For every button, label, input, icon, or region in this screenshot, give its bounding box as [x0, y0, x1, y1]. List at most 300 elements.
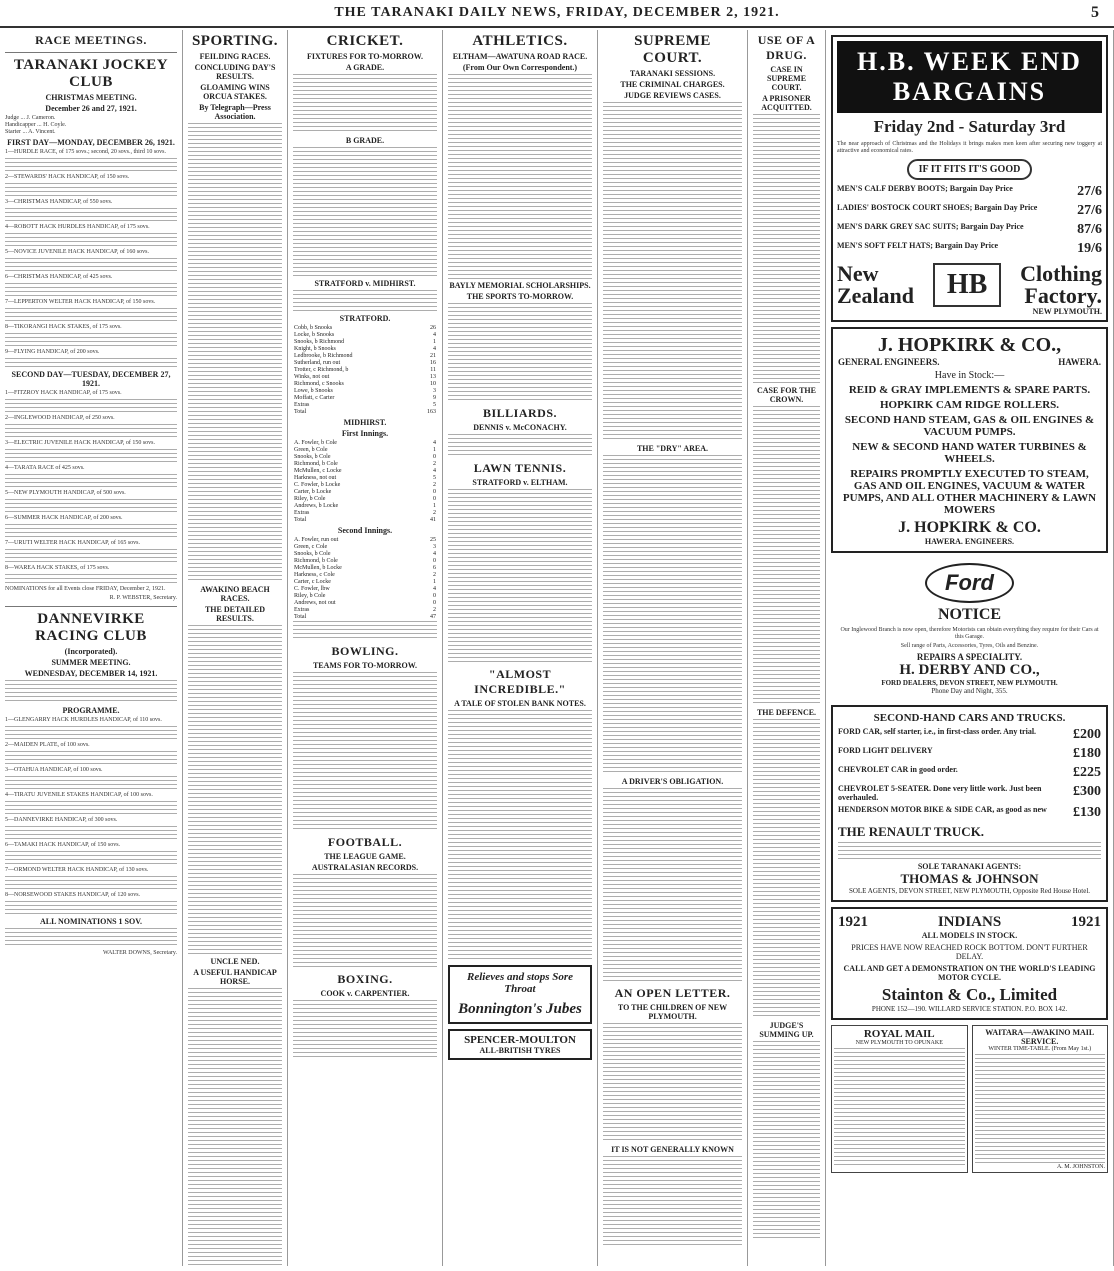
sporting-heading: SPORTING. — [191, 33, 279, 49]
car-price: £225 — [1073, 765, 1101, 780]
stratford-v-midhirst: STRATFORD v. MIDHIRST. — [314, 279, 416, 288]
stainton-title: Stainton & Co., Limited — [881, 985, 1058, 1004]
nominations-fee: ALL NOMINATIONS 1 SOV. — [40, 917, 142, 926]
taranaki-jockey-club-title: TARANAKI JOCKEY CLUB — [13, 57, 169, 90]
price-row — [837, 184, 1102, 200]
price-list — [837, 184, 1102, 257]
score-row — [293, 367, 437, 374]
useful-handicap-horse: A USEFUL HANDICAP HORSE. — [193, 968, 277, 986]
zealand-word: Zealand — [837, 283, 915, 308]
runs: 5 — [433, 475, 436, 481]
race-item: 2—MAIDEN PLATE, of 100 sovs. — [5, 742, 90, 748]
runs: 13 — [430, 374, 436, 380]
price-row — [837, 203, 1102, 219]
score-row — [293, 454, 437, 461]
batsman: Extras — [294, 510, 310, 516]
score-row — [293, 447, 437, 454]
runs: 2 — [433, 482, 436, 488]
runs: 4 — [433, 468, 436, 474]
hb-bargains-ad — [831, 35, 1108, 322]
detailed-results: THE DETAILED RESULTS. — [204, 605, 266, 623]
stock-item: HOPKIRK CAM RIDGE ROLLERS. — [879, 399, 1060, 411]
batsman: McMullen, c Locke — [294, 468, 342, 474]
car-row — [838, 784, 1101, 802]
stock-item: REPAIRS PROMPTLY EXECUTED TO STEAM, GAS AND OIL ENGINES, VACUUM & WATER PUMPS, AND ALL OTHER MACHINERY & LAWN MOWERS — [842, 468, 1097, 516]
race-item: 3—ELECTRIC JUVENILE HACK HANDICAP, of 150 sovs. — [5, 440, 155, 446]
race-item: 1—GLENGARRY HACK HURDLES HANDICAP, of 110 sovs. — [5, 717, 162, 723]
indians-title: INDIANS — [937, 914, 1002, 930]
all-models: ALL MODELS IN STOCK. — [921, 931, 1018, 940]
runs: 0 — [433, 454, 436, 460]
runs: 6 — [433, 565, 436, 571]
sports-tomorrow: THE SPORTS TO-MORROW. — [466, 292, 574, 301]
score-row — [293, 468, 437, 475]
hopkirk-footer: J. HOPKIRK & CO. — [898, 519, 1041, 536]
score-row — [293, 537, 437, 544]
stratford-heading: STRATFORD. — [339, 314, 391, 323]
batsman: Harkness, c Cole — [294, 572, 335, 578]
runs: 2 — [433, 572, 436, 578]
children-new-plymouth: TO THE CHILDREN OF NEW PLYMOUTH. — [617, 1003, 728, 1021]
boxing-heading: BOXING. — [337, 972, 393, 986]
batsman: Green, b Cole — [294, 447, 328, 453]
league-game: THE LEAGUE GAME. — [324, 852, 406, 861]
official-starter: Starter ... A. Vincent. — [5, 129, 56, 135]
runs: 0 — [433, 489, 436, 495]
incorporated-label: (Incorporated). — [64, 647, 118, 656]
batsman: Lowe, b Snooks — [294, 388, 333, 394]
car-row — [838, 805, 1101, 821]
renault-truck: THE RENAULT TRUCK. — [838, 824, 985, 839]
drivers-obligation: A DRIVER'S OBLIGATION. — [621, 777, 724, 786]
stock-item: NEW & SECOND HAND WATER TURBINES & WHEELS. — [852, 441, 1087, 465]
price-value: 27/6 — [1077, 203, 1102, 218]
dennis-v-mcconachy: DENNIS v. McCONACHY. — [473, 423, 567, 432]
batsman: Richmond, c Snooks — [294, 381, 344, 387]
programme-heading: PROGRAMME. — [62, 706, 120, 715]
ford-derby-ad — [831, 558, 1108, 700]
price-value: 19/6 — [1077, 241, 1102, 256]
car-row — [838, 727, 1101, 743]
race-meetings-heading: RACE MEETINGS. — [35, 33, 147, 47]
secretary-signature: R. P. WEBSTER, Secretary. — [109, 595, 177, 601]
royal-mail-route: NEW PLYMOUTH TO OPUNAKE — [855, 1040, 943, 1046]
car-row — [838, 765, 1101, 781]
awakino-beach-races: AWAKINO BEACH RACES. — [200, 585, 270, 603]
sell-range: Sell range of Parts, Accessories, Tyres, Oils and Benzine. — [900, 643, 1039, 649]
batsman: Snooks, b Cole — [294, 551, 331, 557]
race-item: 7—ORMOND WELTER HACK HANDICAP, of 130 sovs. — [5, 867, 149, 873]
batsman: Cobb, b Snooks — [294, 325, 333, 331]
second-day-races — [5, 390, 177, 584]
hb-bargains-banner: H.B. WEEK END BARGAINS — [837, 41, 1102, 113]
stolen-bank-notes: A TALE OF STOLEN BANK NOTES. — [454, 699, 586, 708]
score-row — [293, 381, 437, 388]
score-row — [293, 579, 437, 586]
spencer-moulton: SPENCER-MOULTON — [464, 1034, 576, 1046]
masthead-title: THE TARANAKI DAILY NEWS, FRIDAY, DECEMBER 2, 1921. — [334, 5, 780, 20]
price-item: LADIES' BOSTOCK COURT SHOES; Bargain Day Price — [837, 203, 1038, 212]
case-for-crown: CASE FOR THE CROWN. — [757, 386, 816, 404]
batsman: A. Fowler, b Cole — [294, 440, 337, 446]
batsman: Harkness, not out — [294, 475, 337, 481]
hawera-engineers: HAWERA. ENGINEERS. — [924, 537, 1015, 546]
official-judge: Judge ... J. Cameron. — [5, 115, 56, 121]
car-item: HENDERSON MOTOR BIKE & SIDE CAR, as good as new — [838, 805, 1047, 814]
runs: 2 — [433, 607, 436, 613]
fits-logo: IF IT FITS IT'S GOOD — [907, 159, 1033, 180]
meeting-date: WEDNESDAY, DECEMBER 14, 1921. — [24, 669, 158, 678]
concluding-results: CONCLUDING DAY'S RESULTS. — [194, 63, 276, 81]
judge-reviews-cases: JUDGE REVIEWS CASES. — [624, 91, 721, 100]
waitara-subtitle: WINTER TIME-TABLE. (From May 1st.) — [988, 1046, 1092, 1052]
car-item: CHEVROLET CAR in good order. — [838, 765, 958, 774]
runs: 0 — [433, 600, 436, 606]
runs: 1 — [433, 339, 436, 345]
score-row — [293, 461, 437, 468]
runs: 2 — [433, 461, 436, 467]
royal-mail-timetable — [831, 1025, 968, 1173]
bayly-scholarships: BAYLY MEMORIAL SCHOLARSHIPS. — [449, 281, 591, 290]
cook-v-carpentier: COOK v. CARPENTIER. — [320, 989, 410, 998]
midhirst-second-scorecard — [293, 537, 437, 621]
runs: 0 — [433, 593, 436, 599]
car-price: £180 — [1073, 746, 1101, 761]
case-supreme-court: CASE IN SUPREME COURT. — [766, 65, 807, 92]
runs: 5 — [433, 402, 436, 408]
batsman: Carter, b Locke — [294, 489, 332, 495]
notice-heading: NOTICE — [937, 606, 1002, 623]
race-item: 2—STEWARDS' HACK HANDICAP, of 150 sovs. — [5, 174, 130, 180]
score-row — [293, 440, 437, 447]
first-day-heading: FIRST DAY—MONDAY, DECEMBER 26, 1921. — [7, 138, 175, 147]
batsman: Richmond, b Cole — [294, 558, 338, 564]
car-price: £130 — [1073, 805, 1101, 820]
derby-address: FORD DEALERS, DEVON STREET, NEW PLYMOUTH. — [881, 679, 1058, 687]
runs: 4 — [433, 586, 436, 592]
batsman: Richmond, b Cole — [294, 461, 338, 467]
batsman: Riley, b Cole — [294, 496, 326, 502]
waitara-title: WAITARA—AWAKINO MAIL SERVICE. — [985, 1028, 1095, 1046]
page-number: 5 — [1091, 4, 1100, 21]
score-row — [293, 346, 437, 353]
price-row — [837, 241, 1102, 257]
race-item: 7—LEPPERTON WELTER HACK HANDICAP, of 150 sovs. — [5, 299, 156, 305]
stainton-contact: PHONE 152—190. WILLARD SERVICE STATION. P.O. BOX 142. — [871, 1005, 1068, 1013]
race-item: 1—FITZROY HACK HANDICAP, of 175 sovs. — [5, 390, 122, 396]
second-hand-cars-ad — [831, 705, 1108, 902]
score-row — [293, 496, 437, 503]
royal-mail-title: ROYAL MAIL — [863, 1028, 935, 1040]
bonningtons-jubes: Bonnington's Jubes — [458, 1001, 582, 1017]
press-association: By Telegraph—Press Association. — [199, 103, 271, 121]
first-innings: First Innings. — [341, 429, 389, 438]
race-item: 8—NORSEWOOD STAKES HANDICAP, of 120 sovs. — [5, 892, 141, 898]
new-word: New — [837, 261, 879, 286]
runs: 16 — [430, 360, 436, 366]
car-item: FORD LIGHT DELIVERY — [838, 746, 933, 755]
hopkirk-ad — [831, 327, 1108, 553]
price-item: MEN'S DARK GREY SAC SUITS; Bargain Day Price — [837, 222, 1024, 231]
johnston-signature: A. M. JOHNSTON. — [1056, 1164, 1105, 1170]
score-row — [293, 586, 437, 593]
runs: 1 — [433, 503, 436, 509]
batsman: Snooks, b Richmond — [294, 339, 345, 345]
lawn-tennis-heading: LAWN TENNIS. — [473, 461, 567, 475]
factory-word: Factory. — [1024, 283, 1102, 308]
thomas-johnson: THOMAS & JOHNSON — [900, 871, 1039, 886]
column-supreme-court — [598, 30, 748, 1266]
dannevirke-races — [5, 717, 177, 915]
car-price: £300 — [1073, 784, 1101, 799]
repairs-speciality: REPAIRS A SPECIALITY. — [916, 652, 1023, 662]
sole-agents: SOLE TARANAKI AGENTS: — [917, 862, 1022, 871]
runs: 163 — [427, 409, 436, 415]
race-item: 4—TIRATU JUVENILE STAKES HANDICAP, of 100 sovs. — [5, 792, 153, 798]
score-row — [293, 614, 437, 621]
car-row — [838, 746, 1101, 762]
taranaki-sessions: TARANAKI SESSIONS. — [629, 69, 716, 78]
runs: 4 — [433, 332, 436, 338]
dry-area: THE "DRY" AREA. — [636, 444, 709, 453]
score-row — [293, 489, 437, 496]
hawera-label: HAWERA. — [1058, 357, 1101, 367]
column-drug-case — [748, 30, 826, 1266]
cars-heading: SECOND-HAND CARS AND TRUCKS. — [873, 712, 1066, 724]
supreme-court-heading: SUPREME COURT. — [634, 33, 711, 66]
runs: 1 — [433, 579, 436, 585]
score-row — [293, 360, 437, 367]
masthead — [0, 0, 1114, 28]
score-row — [293, 551, 437, 558]
prisoner-acquitted: A PRISONER ACQUITTED. — [761, 94, 812, 112]
year-right: 1921 — [1070, 914, 1101, 930]
mail-timetables — [831, 1025, 1108, 1173]
runs: 41 — [430, 517, 436, 523]
score-row — [293, 482, 437, 489]
officials — [5, 115, 177, 136]
race-item: 6—CHRISTMAS HANDICAP, of 425 sovs. — [5, 274, 113, 280]
hopkirk-title: J. HOPKIRK & CO., — [877, 334, 1062, 356]
nz-clothing-row — [837, 263, 1102, 307]
nominations-note: NOMINATIONS for all Events close FRIDAY, December 2, 1921. — [5, 586, 166, 592]
car-item: FORD CAR, self starter, i.e., in first-class order. Any trial. — [838, 727, 1037, 736]
open-letter-heading: AN OPEN LETTER. — [614, 986, 731, 1000]
column-athletics — [443, 30, 598, 1266]
score-row — [293, 572, 437, 579]
score-row — [293, 503, 437, 510]
the-defence: THE DEFENCE. — [756, 708, 817, 717]
bowling-heading: BOWLING. — [331, 644, 399, 658]
race-item: 4—ROBOTT HACK HURDLES HANDICAP, of 175 sovs. — [5, 224, 150, 230]
batsman: C. Fowler, lbw — [294, 586, 330, 592]
runs: 11 — [430, 367, 436, 373]
score-row — [293, 339, 437, 346]
gloaming-wins: GLOAMING WINS ORCUA STAKES. — [200, 83, 270, 101]
all-british-tyres: ALL-BRITISH TYRES — [479, 1046, 561, 1055]
runs: 3 — [433, 544, 436, 550]
prices-note: PRICES HAVE NOW REACHED ROCK BOTTOM. DON'T FURTHER DELAY. — [851, 943, 1088, 961]
spencer-moulton-ad — [448, 1029, 592, 1060]
runs: 4 — [433, 551, 436, 557]
first-day-races — [5, 149, 177, 368]
runs: 2 — [433, 510, 436, 516]
runs: 3 — [433, 388, 436, 394]
race-item: 7—URUTI WELTER HACK HANDICAP, of 165 sovs. — [5, 540, 141, 546]
race-item: 8—TIKORANGI HACK STAKES, of 175 sovs. — [5, 324, 122, 330]
batsman: Trotter, c Richmond, b — [294, 367, 349, 373]
fixtures-tomorrow: FIXTURES FOR TO-MORROW. — [306, 52, 424, 61]
price-value: 27/6 — [1077, 184, 1102, 199]
uncle-ned-heading: UNCLE NED. — [210, 957, 260, 966]
race-item: 5—NEW PLYMOUTH HANDICAP, of 500 sovs. — [5, 490, 126, 496]
stock-list — [838, 384, 1101, 516]
score-row — [293, 517, 437, 524]
race-item: 2—INGLEWOOD HANDICAP, of 250 sovs. — [5, 415, 115, 421]
derby-title: H. DERBY AND CO., — [899, 662, 1040, 678]
runs: 47 — [430, 614, 436, 620]
correspondent-note: (From Our Own Correspondent.) — [462, 63, 578, 72]
batsman: Total — [294, 409, 307, 415]
race-item: 3—CHRISTMAS HANDICAP, of 550 sovs. — [5, 199, 113, 205]
general-engineers: GENERAL ENGINEERS. — [838, 357, 940, 367]
runs: 1 — [433, 447, 436, 453]
judges-summing-up: JUDGE'S SUMMING UP. — [759, 1021, 814, 1039]
score-row — [293, 593, 437, 600]
car-price: £200 — [1073, 727, 1101, 742]
batsman: Green, c Cole — [294, 544, 328, 550]
eltham-road-race: ELTHAM—AWATUNA ROAD RACE. — [452, 52, 588, 61]
race-item: 3—OTAHUA HANDICAP, of 100 sovs. — [5, 767, 103, 773]
runs: 25 — [430, 537, 436, 543]
batsman: Sutherland, run out — [294, 360, 341, 366]
waitara-mail-timetable — [972, 1025, 1109, 1173]
score-row — [293, 353, 437, 360]
midhirst-heading: MIDHIRST. — [343, 418, 387, 427]
score-row — [293, 409, 437, 416]
almost-incredible-heading: "ALMOST INCREDIBLE." — [474, 667, 566, 696]
batsman: Snooks, b Cole — [294, 454, 331, 460]
secretary-signature-2: WALTER DOWNS, Secretary. — [102, 950, 177, 956]
cricket-heading: CRICKET. — [326, 33, 404, 49]
bargain-dates: Friday 2nd - Saturday 3rd — [873, 117, 1066, 136]
batsman: Moffatt, c Carter — [294, 395, 335, 401]
race-item: 9—FLYING HANDICAP, of 200 sovs. — [5, 349, 100, 355]
race-item: 6—TAMAKI HACK HANDICAP, of 150 sovs. — [5, 842, 121, 848]
score-row — [293, 388, 437, 395]
use-of-drug-heading: USE OF A DRUG. — [757, 33, 816, 62]
stratford-scorecard — [293, 325, 437, 416]
column-advertisements — [826, 30, 1114, 1266]
ford-logo: Ford — [925, 563, 1014, 603]
runs: 4 — [433, 440, 436, 446]
score-row — [293, 395, 437, 402]
column-cricket — [288, 30, 443, 1266]
column-sporting — [183, 30, 288, 1266]
a-grade: A GRADE. — [345, 63, 385, 72]
price-item: MEN'S SOFT FELT HATS; Bargain Day Price — [837, 241, 999, 250]
midhirst-first-scorecard — [293, 440, 437, 524]
runs: 4 — [433, 346, 436, 352]
car-item: CHEVROLET 5-SEATER. Done very little work. Just been overhauled. — [838, 784, 1042, 802]
batsman: Knight, b Snooks — [294, 346, 336, 352]
batsman: McMullen, b Locke — [294, 565, 342, 571]
batsman: A. Fowler, run out — [294, 537, 339, 543]
derby-phone: Phone Day and Night, 355. — [931, 687, 1008, 695]
batsman: Locke, b Snooks — [294, 332, 335, 338]
b-grade: B GRADE. — [345, 136, 385, 145]
score-row — [293, 565, 437, 572]
bargain-note: The near approach of Christmas and the Holidays it brings makes men keen after securing new toggery at attractive and economical rates. — [837, 141, 1102, 154]
batsman: Ledbrooke, b Richmond — [294, 353, 353, 359]
score-row — [293, 374, 437, 381]
race-item: 4—TARATA RACE of 425 sovs. — [5, 465, 85, 471]
runs: 10 — [430, 381, 436, 387]
score-row — [293, 402, 437, 409]
race-item: 6—SUMMER HACK HANDICAP, of 200 sovs. — [5, 515, 123, 521]
runs: 0 — [433, 496, 436, 502]
race-item: 5—NOVICE JUVENILE HACK HANDICAP, of 160 sovs. — [5, 249, 149, 255]
indians-ad — [831, 907, 1108, 1020]
race-item: 5—DANNEVIRKE HANDICAP, of 300 sovs. — [5, 817, 118, 823]
score-row — [293, 325, 437, 332]
score-row — [293, 558, 437, 565]
meeting-dates: December 26 and 27, 1921. — [45, 104, 137, 113]
column-race-meetings — [0, 30, 183, 1266]
notice-text: Our Inglewood Branch is now open, therefore Motorists can obtain everything they require for their Cars at this Garage. — [840, 627, 1099, 640]
batsman: Extras — [294, 402, 310, 408]
second-day-heading: SECOND DAY—TUESDAY, DECEMBER 27, 1921. — [11, 370, 171, 388]
hb-logo: HB — [933, 263, 1001, 307]
stock-item: SECOND HAND STEAM, GAS & OIL ENGINES & VACUUM PUMPS. — [844, 414, 1095, 438]
score-row — [293, 607, 437, 614]
score-row — [293, 600, 437, 607]
race-item: 8—WAREA HACK STAKES, of 175 sovs. — [5, 565, 110, 571]
christmas-meeting: CHRISTMAS MEETING. — [45, 93, 137, 102]
batsman: Total — [294, 517, 307, 523]
stock-item: REID & GRAY IMPLEMENTS & SPARE PARTS. — [848, 384, 1091, 396]
teams-tomorrow: TEAMS FOR TO-MORROW. — [312, 661, 418, 670]
batsman: Riley, b Cole — [294, 593, 326, 599]
batsman: Carter, c Locke — [294, 579, 331, 585]
stratford-v-eltham: STRATFORD v. ELTHAM. — [472, 478, 568, 487]
batsman: C. Fowler, b Locke — [294, 482, 341, 488]
australasian-records: AUSTRALASIAN RECORDS. — [311, 863, 419, 872]
price-value: 87/6 — [1077, 222, 1102, 237]
runs: 26 — [430, 325, 436, 331]
price-item: MEN'S CALF DERBY BOOTS; Bargain Day Price — [837, 184, 1013, 193]
relieves-sore-throat: Relieves and stops Sore Throat — [466, 971, 574, 995]
runs: 9 — [433, 395, 436, 401]
score-row — [293, 332, 437, 339]
athletics-heading: ATHLETICS. — [472, 33, 568, 49]
runs: 21 — [430, 353, 436, 359]
second-innings: Second Innings. — [337, 526, 393, 535]
have-in-stock: Have in Stock:— — [934, 370, 1005, 381]
batsman: Total — [294, 614, 307, 620]
score-row — [293, 510, 437, 517]
official-handicapper: Handicapper ... H. Coyle. — [5, 122, 67, 128]
year-left: 1921 — [838, 914, 868, 930]
thomas-address: SOLE AGENTS, DEVON STREET, NEW PLYMOUTH, Opposite Red House Hotel. — [848, 887, 1091, 895]
billiards-heading: BILLIARDS. — [482, 406, 558, 420]
batsman: Andrews, b Locke — [294, 503, 339, 509]
race-item: 1—HURDLE RACE, of 175 sovs.; second, 20 sovs., third 10 sovs. — [5, 149, 167, 155]
call-demonstration: CALL AND GET A DEMONSTRATION ON THE WORLD'S LEADING MOTOR CYCLE. — [843, 964, 1096, 982]
feilding-races: FEILDING RACES. — [199, 52, 271, 61]
batsman: Andrews, not out — [294, 600, 336, 606]
dannevirke-racing-club-title: DANNEVIRKE RACING CLUB — [35, 611, 147, 644]
